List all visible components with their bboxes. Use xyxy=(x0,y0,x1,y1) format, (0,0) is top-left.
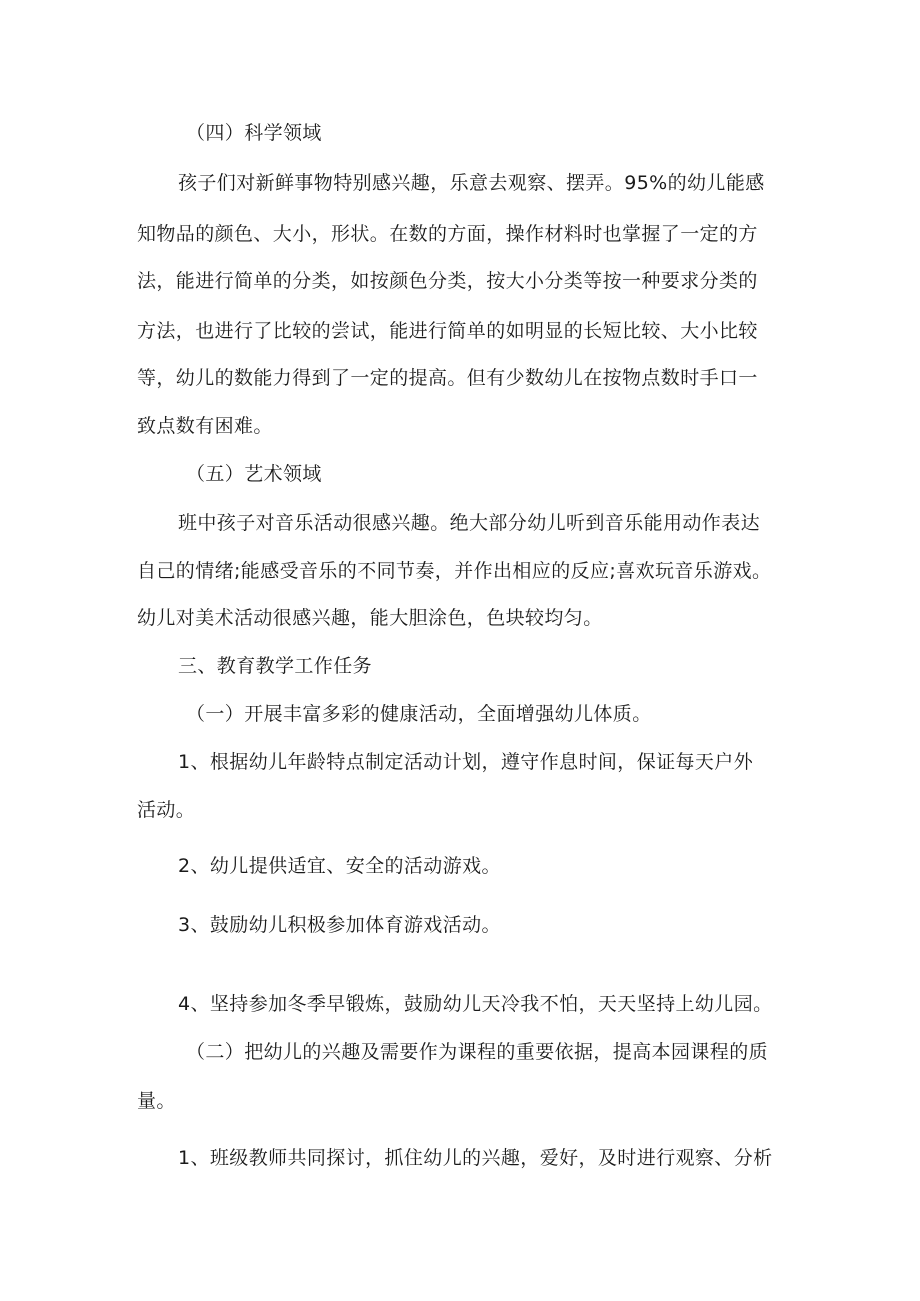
list-item: 3、鼓励幼儿积极参加体育游戏活动。 xyxy=(178,914,501,936)
list-item: 4、坚持参加冬季早锻炼，鼓励幼儿天冷我不怕，天天坚持上幼儿园。 xyxy=(178,993,773,1015)
paragraph-line: 方法，也进行了比较的尝试，能进行简单的如明显的长短比较、大小比较 xyxy=(137,320,758,342)
list-item: 1、根据幼儿年龄特点制定活动计划，遵守作息时间，保证每天户外 xyxy=(178,751,754,773)
paragraph-line: 法，能进行简单的分类，如按颜色分类，按大小分类等按一种要求分类的 xyxy=(137,270,758,292)
subheading-health: （一）开展丰富多彩的健康活动，全面增强幼儿体质。 xyxy=(186,703,652,725)
paragraph-line: 幼儿对美术活动很感兴趣，能大胆涂色，色块较均匀。 xyxy=(137,607,603,629)
paragraph-line: 自己的情绪;能感受音乐的不同节奏，并作出相应的反应;喜欢玩音乐游戏。 xyxy=(137,560,772,582)
list-item: 1、班级教师共同探讨，抓住幼儿的兴趣，爱好，及时进行观察、分析 xyxy=(178,1147,773,1169)
paragraph-line: 孩子们对新鲜事物特别感兴趣，乐意去观察、摆弄。95%的幼儿能感 xyxy=(178,172,765,194)
heading-science: （四）科学领域 xyxy=(186,122,322,144)
list-item-continuation: 活动。 xyxy=(137,799,196,821)
list-item: 2、幼儿提供适宜、安全的活动游戏。 xyxy=(178,855,501,877)
paragraph-line: 班中孩子对音乐活动很感兴趣。绝大部分幼儿听到音乐能用动作表达 xyxy=(178,512,761,534)
subheading-continuation: 量。 xyxy=(137,1090,176,1112)
paragraph-line: 知物品的颜色、大小，形状。在数的方面，操作材料时也掌握了一定的方 xyxy=(137,223,758,245)
paragraph-line: 致点数有困难。 xyxy=(137,415,273,437)
subheading-curriculum: （二）把幼儿的兴趣及需要作为课程的重要依据，提高本园课程的质 xyxy=(186,1041,769,1063)
heading-teaching-tasks: 三、教育教学工作任务 xyxy=(178,655,373,677)
paragraph-line: 等，幼儿的数能力得到了一定的提高。但有少数幼儿在按物点数时手口一 xyxy=(137,367,758,389)
heading-art: （五）艺术领域 xyxy=(186,463,322,485)
